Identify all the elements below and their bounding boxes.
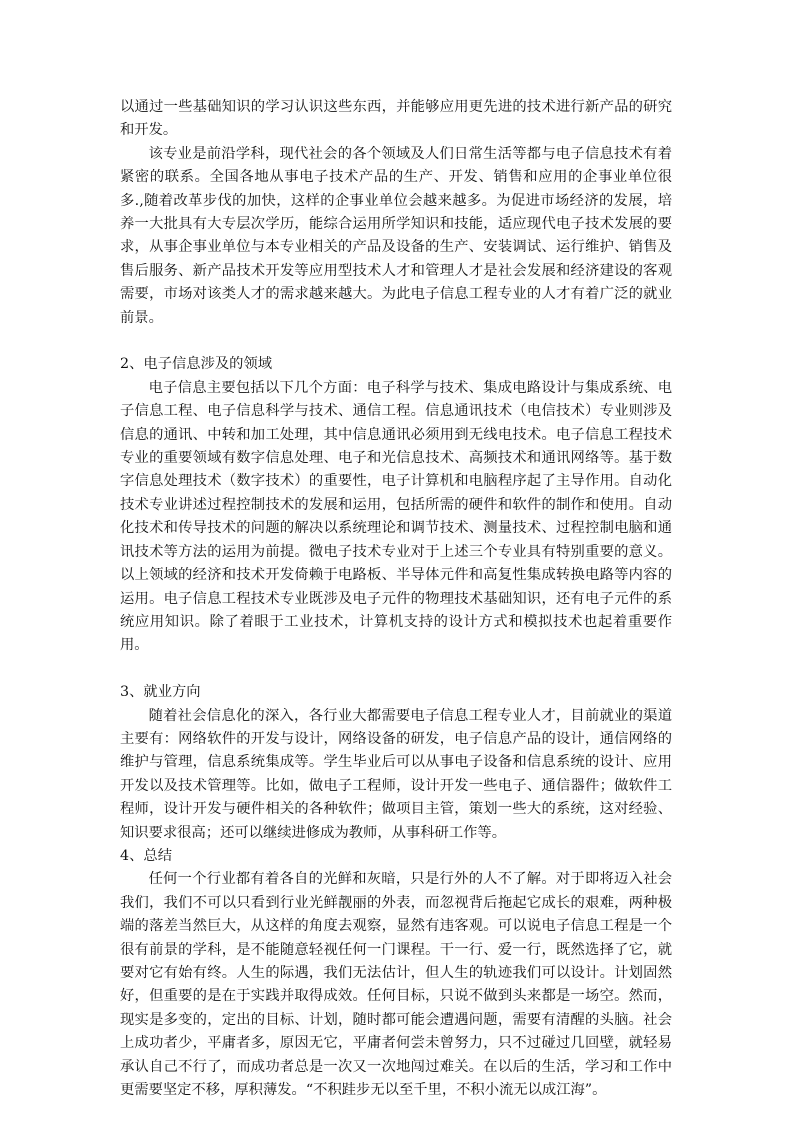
career-paragraph: 随着社会信息化的深入，各行业大都需要电子信息工程专业人才，目前就业的渠道主要有：网络软件的开发与设计，网络设备的研发，电子信息产品的设计，通信网络的维护与管理，信息系统集成等。学生毕业后可以从事电子设备和信息系统的设计、应用开发以及技术管理等。比如，做电子工程师，设计开发一些电子、通信器件；做软件工程师，设计开发与硬件相关的各种软件；做项目主管，策划一些大的系统，这对经验、知识要求很高；还可以继续进修成为教师，从事科研工作等。 <box>120 707 672 841</box>
section-4-heading: 4、总结 <box>120 847 172 864</box>
document-page <box>120 96 672 1102</box>
prospects-paragraph: 该专业是前沿学科，现代社会的各个领域及人们日常生活等都与电子信息技术有着紧密的联系。全国各地从事电子技术产品的生产、开发、销售和应用的企事业单位很多.,随着改革步伐的加快，这样的企事业单位会越来越多。为促进市场经济的发展，培养一大批具有大专层次学历，能综合运用所学知识和技能，适应现代电子技术发展的要求，从事企事业单位与本专业相关的产品及设备的生产、安装调试、运行维护、销售及售后服务、新产品技术开发等应用型技术人才和管理人才是社会发展和经济建设的客观需要，市场对该类人才的需求越来越大。为此电子信息工程专业的人才有着广泛的就业前景。 <box>120 145 672 326</box>
section-gap <box>120 658 672 681</box>
section-3-heading: 3、就业方向 <box>120 684 201 701</box>
summary-paragraph: 任何一个行业都有着各自的光鲜和灰暗，只是行外的人不了解。对于即将迈入社会我们，我们不可以只看到行业光鲜靓丽的外表，而忽视背后拖起它成长的艰难，两种极端的落差当然巨大，从这样的角度去观察，显然有违客观。可以说电子信息工程是一个很有前景的学科，是不能随意轻视任何一门课程。干一行、爱一行，既然选择了它，就要对它有始有终。人生的际遇，我们无法估计，但人生的轨迹我们可以设计。计划固然好，但重要的是在于实践并取得成效。任何目标，只说不做到头来都是一场空。然而，现实是多变的，定出的目标、计划，随时都可能会遭遇问题，需要有清醒的头脑。社会上成功者少，平庸者多，原因无它，平庸者何尝未曾努力，只不过碰过几回壁，就轻易承认自己不行了，而成功者总是一次又一次地闯过难关。在以后的生活，学习和工作中更需要坚定不移，厚积薄发。“不积跬步无以至千里，不积小流无以成江海”。 <box>120 871 672 1099</box>
section-gap <box>120 330 672 353</box>
intro-paragraph-continued: 以通过一些基础知识的学习认识这些东西，并能够应用更先进的技术进行新产品的研究和开发。 <box>120 99 672 139</box>
section-2-heading: 2、电子信息涉及的领域 <box>120 356 273 373</box>
fields-paragraph: 电子信息主要包括以下几个方面：电子科学与技术、集成电路设计与集成系统、电子信息工程、电子信息科学与技术、通信工程。信息通讯技术（电信技术）专业则涉及信息的通讯、中转和加工处理，其中信息通讯必须用到无线电技术。电子信息工程技术专业的重要领域有数字信息处理、电子和光信息技术、高频技术和通讯网络等。基于数字信息处理技术（数字技术）的重要性，电子计算机和电脑程序起了主导作用。自动化技术专业讲述过程控制技术的发展和运用，包括所需的硬件和软件的制作和使用。自动化技术和传导技术的问题的解决以系统理论和调节技术、测量技术、过程控制电脑和通讯技术等方法的运用为前提。微电子技术专业对于上述三个专业具有特别重要的意义。以上领域的经济和技术开发倚赖于电路板、半导体元件和高复性集成转换电路等内容的运用。电子信息工程技术专业既涉及电子元件的物理技术基础知识，还有电子元件的系统应用知识。除了着眼于工业技术，计算机支持的设计方式和模拟技术也起着重要作用。 <box>120 379 672 654</box>
